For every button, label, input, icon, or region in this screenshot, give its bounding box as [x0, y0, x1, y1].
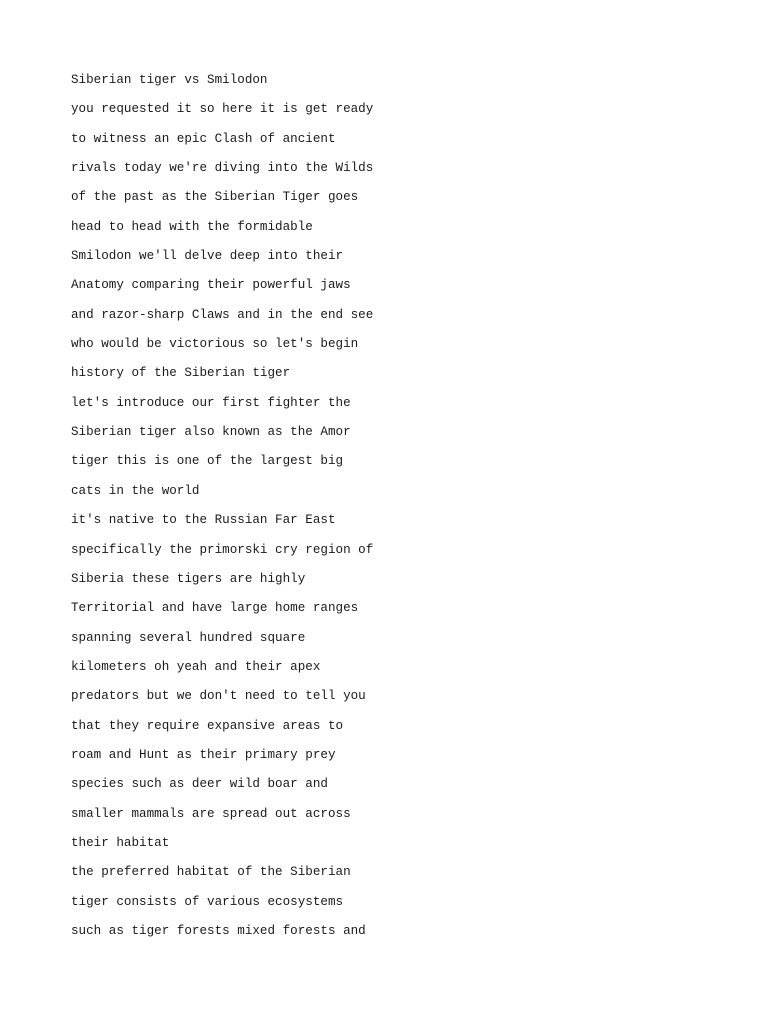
- text-line: of the past as the Siberian Tiger goes: [71, 190, 359, 205]
- text-line: kilometers oh yeah and their apex: [71, 659, 321, 674]
- text-line: such as tiger forests mixed forests and: [71, 923, 366, 938]
- text-line: that they require expansive areas to: [71, 718, 344, 733]
- text-line: to witness an epic Clash of ancient: [71, 131, 336, 146]
- text-line: tiger consists of various ecosystems: [71, 894, 344, 909]
- text-line: and razor-sharp Claws and in the end see: [71, 307, 374, 322]
- text-line: you requested it so here it is get ready: [71, 102, 374, 117]
- text-line: spanning several hundred square: [71, 630, 306, 645]
- text-line: Anatomy comparing their powerful jaws: [71, 278, 351, 293]
- text-line: let's introduce our first fighter the: [71, 395, 351, 410]
- text-line: Smilodon we'll delve deep into their: [71, 249, 344, 264]
- text-line: smaller mammals are spread out across: [71, 806, 351, 821]
- text-line: specifically the primorski cry region of: [71, 542, 374, 557]
- text-line: who would be victorious so let's begin: [71, 337, 359, 352]
- text-line: predators but we don't need to tell you: [71, 689, 366, 704]
- text-line: it's native to the Russian Far East: [71, 513, 336, 528]
- text-line: rivals today we're diving into the Wilds: [71, 161, 374, 176]
- text-line: tiger this is one of the largest big: [71, 454, 344, 469]
- text-line: history of the Siberian tiger: [71, 366, 291, 381]
- text-line: head to head with the formidable: [71, 219, 313, 234]
- text-line: the preferred habitat of the Siberian: [71, 865, 351, 880]
- text-line: cats in the world: [71, 483, 200, 498]
- text-line: their habitat: [71, 835, 170, 850]
- text-line: species such as deer wild boar and: [71, 777, 328, 792]
- text-line: Territorial and have large home ranges: [71, 601, 359, 616]
- text-line: roam and Hunt as their primary prey: [71, 747, 336, 762]
- transcript-text: [71, 71, 373, 951]
- text-line: Siberia these tigers are highly: [71, 571, 306, 586]
- text-line: Siberian tiger vs Smilodon: [71, 73, 268, 87]
- text-line: Siberian tiger also known as the Amor: [71, 425, 351, 440]
